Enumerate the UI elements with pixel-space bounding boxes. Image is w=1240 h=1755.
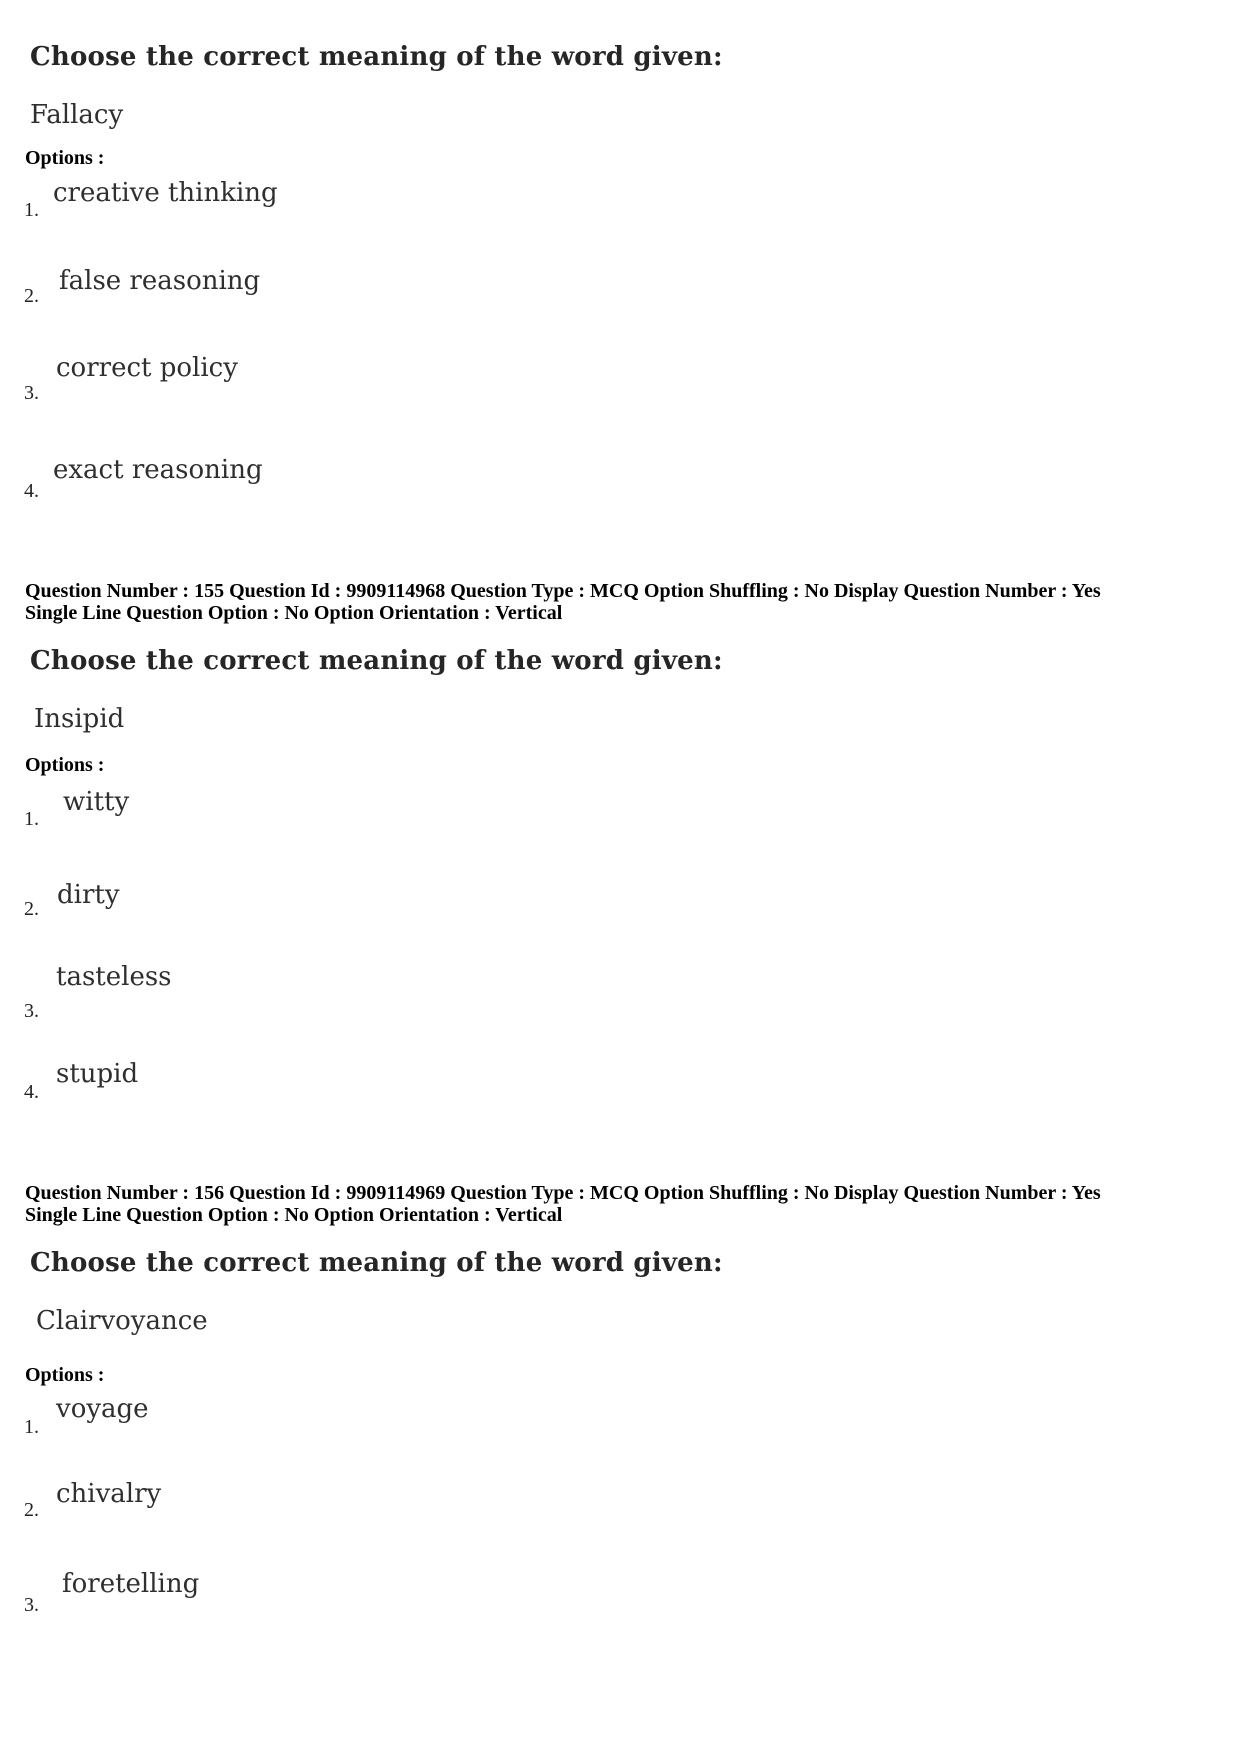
option-number: 1.	[24, 199, 39, 221]
question-word: Clairvoyance	[36, 1306, 208, 1336]
option-text: foretelling	[62, 1569, 200, 1599]
question-prompt: Choose the correct meaning of the word given:	[30, 42, 723, 72]
options-label: Options :	[25, 754, 105, 776]
options-label: Options :	[25, 1364, 105, 1386]
option-number: 2.	[24, 285, 39, 307]
option-number: 3.	[24, 1000, 39, 1022]
question-prompt: Choose the correct meaning of the word given:	[30, 646, 723, 676]
option-text: chivalry	[56, 1479, 162, 1509]
question-prompt: Choose the correct meaning of the word given:	[30, 1248, 723, 1278]
option-number: 1.	[24, 1416, 39, 1438]
option-text: voyage	[56, 1394, 149, 1424]
question-meta-line: Question Number : 156 Question Id : 9909114969 Question Type : MCQ Option Shuffling : No Display Question Number : Yes	[25, 1182, 1101, 1204]
option-text: false reasoning	[59, 266, 261, 296]
option-number: 4.	[24, 1081, 39, 1103]
option-text: dirty	[57, 880, 120, 910]
option-number: 2.	[24, 898, 39, 920]
question-meta-line: Single Line Question Option : No Option Orientation : Vertical	[25, 1204, 563, 1226]
option-text: creative thinking	[53, 178, 278, 208]
option-number: 1.	[24, 808, 39, 830]
question-meta-line: Single Line Question Option : No Option Orientation : Vertical	[25, 602, 563, 624]
question-word: Fallacy	[30, 100, 124, 130]
option-text: witty	[63, 787, 130, 817]
option-number: 2.	[24, 1499, 39, 1521]
option-number: 3.	[24, 1594, 39, 1616]
options-label: Options :	[25, 147, 105, 169]
option-number: 3.	[24, 382, 39, 404]
option-text: stupid	[56, 1059, 139, 1089]
option-text: exact reasoning	[53, 455, 263, 485]
option-text: correct policy	[56, 353, 238, 383]
question-meta-line: Question Number : 155 Question Id : 9909114968 Question Type : MCQ Option Shuffling : No Display Question Number : Yes	[25, 580, 1101, 602]
question-word: Insipid	[34, 704, 125, 734]
option-number: 4.	[24, 480, 39, 502]
option-text: tasteless	[56, 962, 172, 992]
